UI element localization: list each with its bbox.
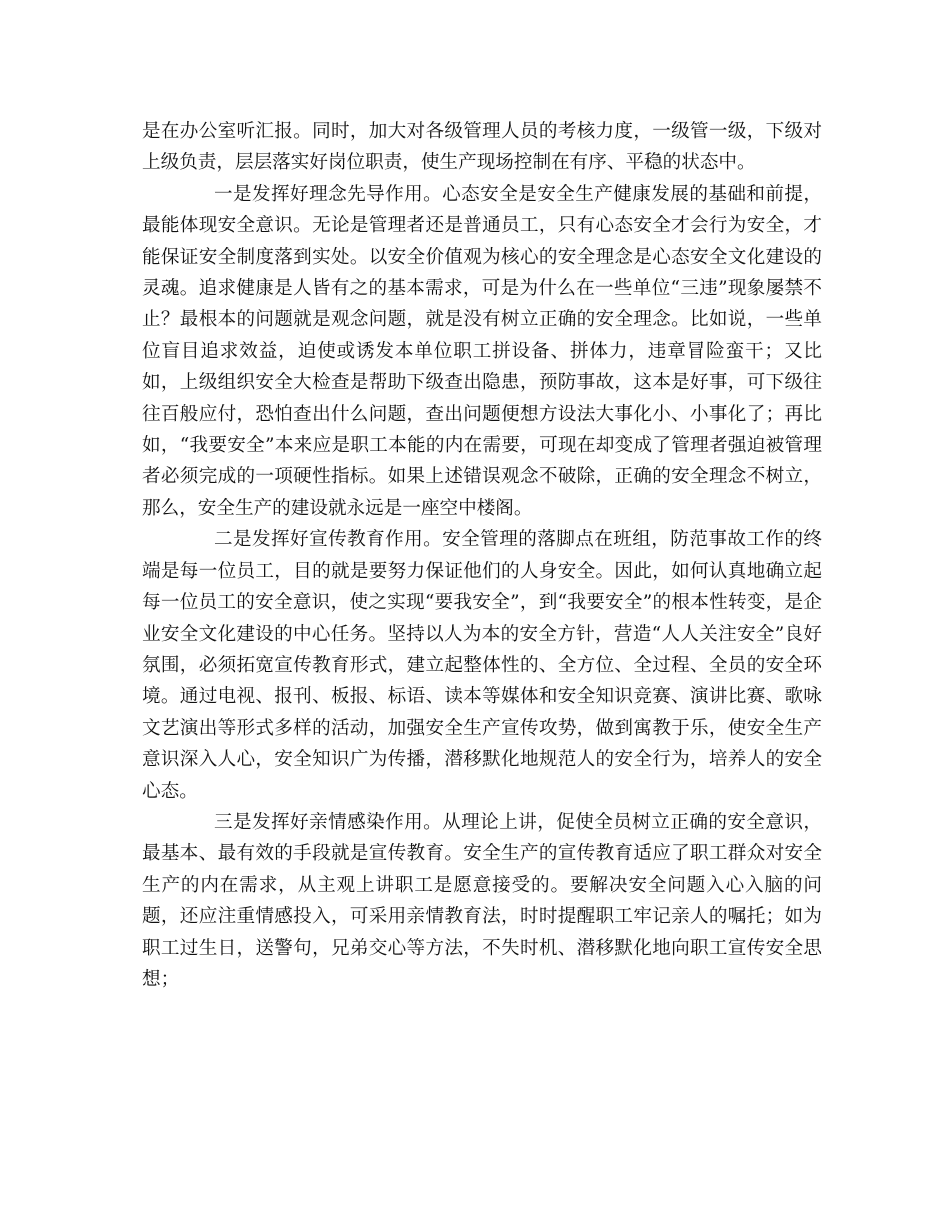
- paragraph-concept-guidance: 一是发挥好理念先导作用。心态安全是安全生产健康发展的基础和前提，最能体现安全意识。无论是管理者还是普通员工，只有心态安全才会行为安全，才能保证安全制度落到实处。以安全价值观为核心的安全理念是心态安全文化建设的灵魂。追求健康是人皆有之的基本需求，可是为什么在一些单位“三违”现象屡禁不止？最根本的问题就是观念问题，就是没有树立正确的安全理念。比如说，一些单位盲目追求效益，迫使或诱发本单位职工拼设备、拼体力，违章冒险蛮干；又比如，上级组织安全大检查是帮助下级查出隐患，预防事故，这本是好事，可下级往往百般应付，恐怕查出什么问题，查出问题便想方设法大事化小、小事化了；再比如，“我要安全”本来应是职工本能的内在需要，可现在却变成了管理者强迫被管理者必须完成的一项硬性指标。如果上述错误观念不破除，正确的安全理念不树立，那么，安全生产的建设就永远是一座空中楼阁。: [142, 183, 822, 519]
- paragraph-family-affection: 三是发挥好亲情感染作用。从理论上讲，促使全员树立正确的安全意识，最基本、最有效的手段就是宣传教育。安全生产的宣传教育适应了职工群众对安全生产的内在需求，从主观上讲职工是愿意接受的。要解决安全问题入心入脑的问题，还应注重情感投入，可采用亲情教育法，时时提醒职工牢记亲人的嘱托；如为职工过生日，送警句，兄弟交心等方法，不失时机、潜移默化地向职工宣传安全思想；: [142, 811, 822, 990]
- paragraph-publicity-education: 二是发挥好宣传教育作用。安全管理的落脚点在班组，防范事故工作的终端是每一位员工，目的就是要努力保证他们的人身安全。因此，如何认真地确立起每一位员工的安全意识，使之实现“要我安全”，到“我要安全”的根本性转变，是企业安全文化建设的中心任务。坚持以人为本的安全方针，营造“人人关注安全”良好氛围，必须拓宽宣传教育形式，建立起整体性的、全方位、全过程、全员的安全环境。通过电视、报刊、板报、标语、读本等媒体和安全知识竞赛、演讲比赛、歌咏文艺演出等形式多样的活动，加强安全生产宣传攻势，做到寓教于乐，使安全生产意识深入人心，安全知识广为传播，潜移默化地规范人的安全行为，培养人的安全心态。: [142, 529, 822, 802]
- body-text: [142, 116, 822, 995]
- paragraph-continuation: 是在办公室听汇报。同时，加大对各级管理人员的考核力度，一级管一级，下级对上级负责，层层落实好岗位职责，使生产现场控制在有序、平稳的状态中。: [142, 121, 822, 174]
